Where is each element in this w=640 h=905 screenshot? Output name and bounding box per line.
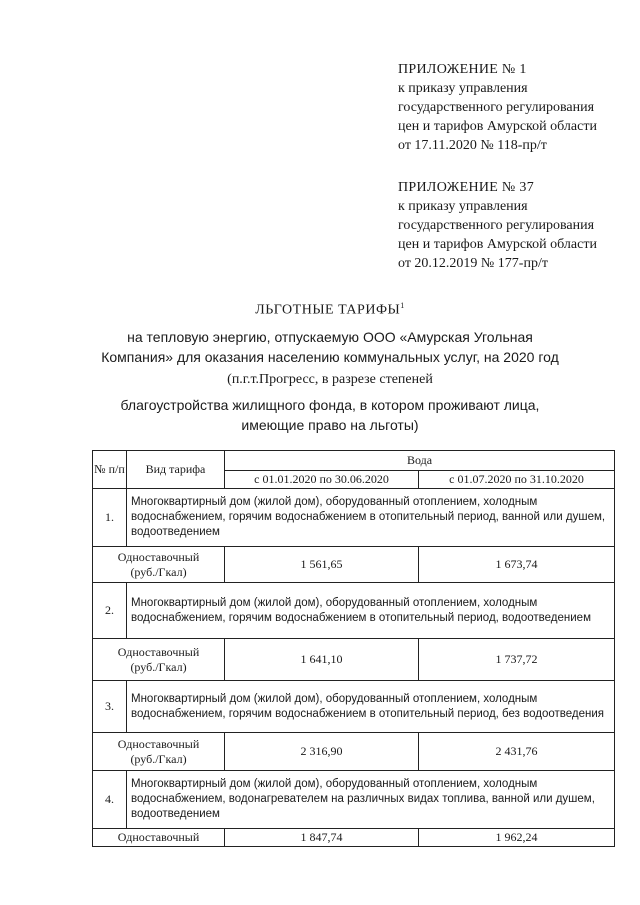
subtitle-line: на тепловую энергию, отпускаемую ООО «Амурская Угольная	[127, 329, 533, 345]
row-number: 1.	[93, 489, 127, 547]
tariff-type-cell	[93, 829, 225, 847]
category-description: Многоквартирный дом (жилой дом), оборудованный отоплением, холодным водоснабжением, горячим водоснабжением в отопительный период, ванной или душем, водоотведением	[127, 489, 615, 547]
title-footnote-mark: 1	[400, 301, 405, 310]
tariff-unit-label: (руб./Гкал)	[130, 751, 187, 766]
header-period-1: с 01.01.2020 по 30.06.2020	[225, 471, 419, 489]
tariff-unit-label: (руб./Гкал)	[130, 564, 187, 579]
subtitle-line: благоустройства жилищного фонда, в котором проживают лица,	[120, 397, 540, 413]
header-number: № п/п	[93, 451, 127, 489]
category-description: Многоквартирный дом (жилой дом), оборудованный отоплением, холодным водоснабжением, горячим водоснабжением в отопительный период, без водоотведения	[127, 681, 615, 733]
table-row-category	[93, 489, 615, 547]
appendix-37-line: государственного регулирования	[398, 218, 595, 233]
row-number: 3.	[93, 681, 127, 733]
subtitle-line: Компания» для оказания населению коммунальных услуг, на 2020 год	[101, 349, 559, 365]
table-header-row	[93, 451, 615, 471]
tariff-value-period-1: 1 847,74	[225, 829, 419, 847]
tariff-value-period-1: 1 561,65	[225, 547, 419, 583]
tariff-table	[92, 450, 615, 847]
document-title	[60, 301, 600, 319]
tariff-value-period-2: 1 673,74	[419, 547, 615, 583]
table-row-category	[93, 583, 615, 639]
document-title-text: ЛЬГОТНЫЕ ТАРИФЫ	[255, 302, 401, 318]
appendix-37-line: цен и тарифов Амурской области	[398, 237, 597, 252]
appendix-37-line: к приказу управления	[398, 199, 528, 214]
subtitle-block-3	[60, 395, 600, 435]
tariff-type-cell	[93, 733, 225, 771]
table-row-values	[93, 639, 615, 681]
appendix-37-block	[398, 178, 597, 273]
tariff-type-label: Одноставочный	[117, 736, 200, 751]
row-number: 4.	[93, 771, 127, 829]
subtitle-line: имеющие право на льготы)	[241, 417, 419, 433]
header-tariff-type: Вид тарифа	[127, 451, 225, 489]
subtitle-block-2	[60, 370, 600, 389]
appendix-1-line: к приказу управления	[398, 81, 528, 96]
tariff-value-period-1: 1 641,10	[225, 639, 419, 681]
row-number: 2.	[93, 583, 127, 639]
table-row-values	[93, 829, 615, 847]
tariff-type-label: Одноставочный	[117, 830, 200, 844]
appendix-1-heading: ПРИЛОЖЕНИЕ № 1	[398, 62, 527, 77]
subtitle-block-1	[60, 327, 600, 367]
appendix-1-line: государственного регулирования	[398, 100, 595, 115]
tariff-type-cell	[93, 639, 225, 681]
header-period-2: с 01.07.2020 по 31.10.2020	[419, 471, 615, 489]
tariff-type-cell	[93, 547, 225, 583]
table-row-category	[93, 681, 615, 733]
table-row-values	[93, 547, 615, 583]
tariff-value-period-2: 1 737,72	[419, 639, 615, 681]
tariff-type-label: Одноставочный	[117, 644, 200, 659]
tariff-value-period-1: 2 316,90	[225, 733, 419, 771]
category-description: Многоквартирный дом (жилой дом), оборудованный отоплением, холодным водоснабжением, горячим водоснабжением в отопительный период, водоотведением	[127, 583, 615, 639]
header-water: Вода	[225, 451, 615, 471]
table-row-values	[93, 733, 615, 771]
appendix-1-line: от 17.11.2020 № 118-пр/т	[398, 138, 547, 153]
appendix-1-block	[398, 60, 597, 155]
table-row-category	[93, 771, 615, 829]
appendix-37-heading: ПРИЛОЖЕНИЕ № 37	[398, 180, 534, 195]
tariff-unit-label: (руб./Гкал)	[130, 659, 187, 674]
tariff-type-label: Одноставочный	[117, 549, 200, 564]
subtitle-line: (п.г.т.Прогресс, в разрезе степеней	[227, 372, 433, 387]
tariff-value-period-2: 2 431,76	[419, 733, 615, 771]
appendix-1-line: цен и тарифов Амурской области	[398, 119, 597, 134]
category-description: Многоквартирный дом (жилой дом), оборудованный отоплением, холодным водоснабжением, водонагревателем на различных видах топлива, ванной или душем, водоотведением	[127, 771, 615, 829]
tariff-value-period-2: 1 962,24	[419, 829, 615, 847]
appendix-37-line: от 20.12.2019 № 177-пр/т	[398, 256, 548, 271]
